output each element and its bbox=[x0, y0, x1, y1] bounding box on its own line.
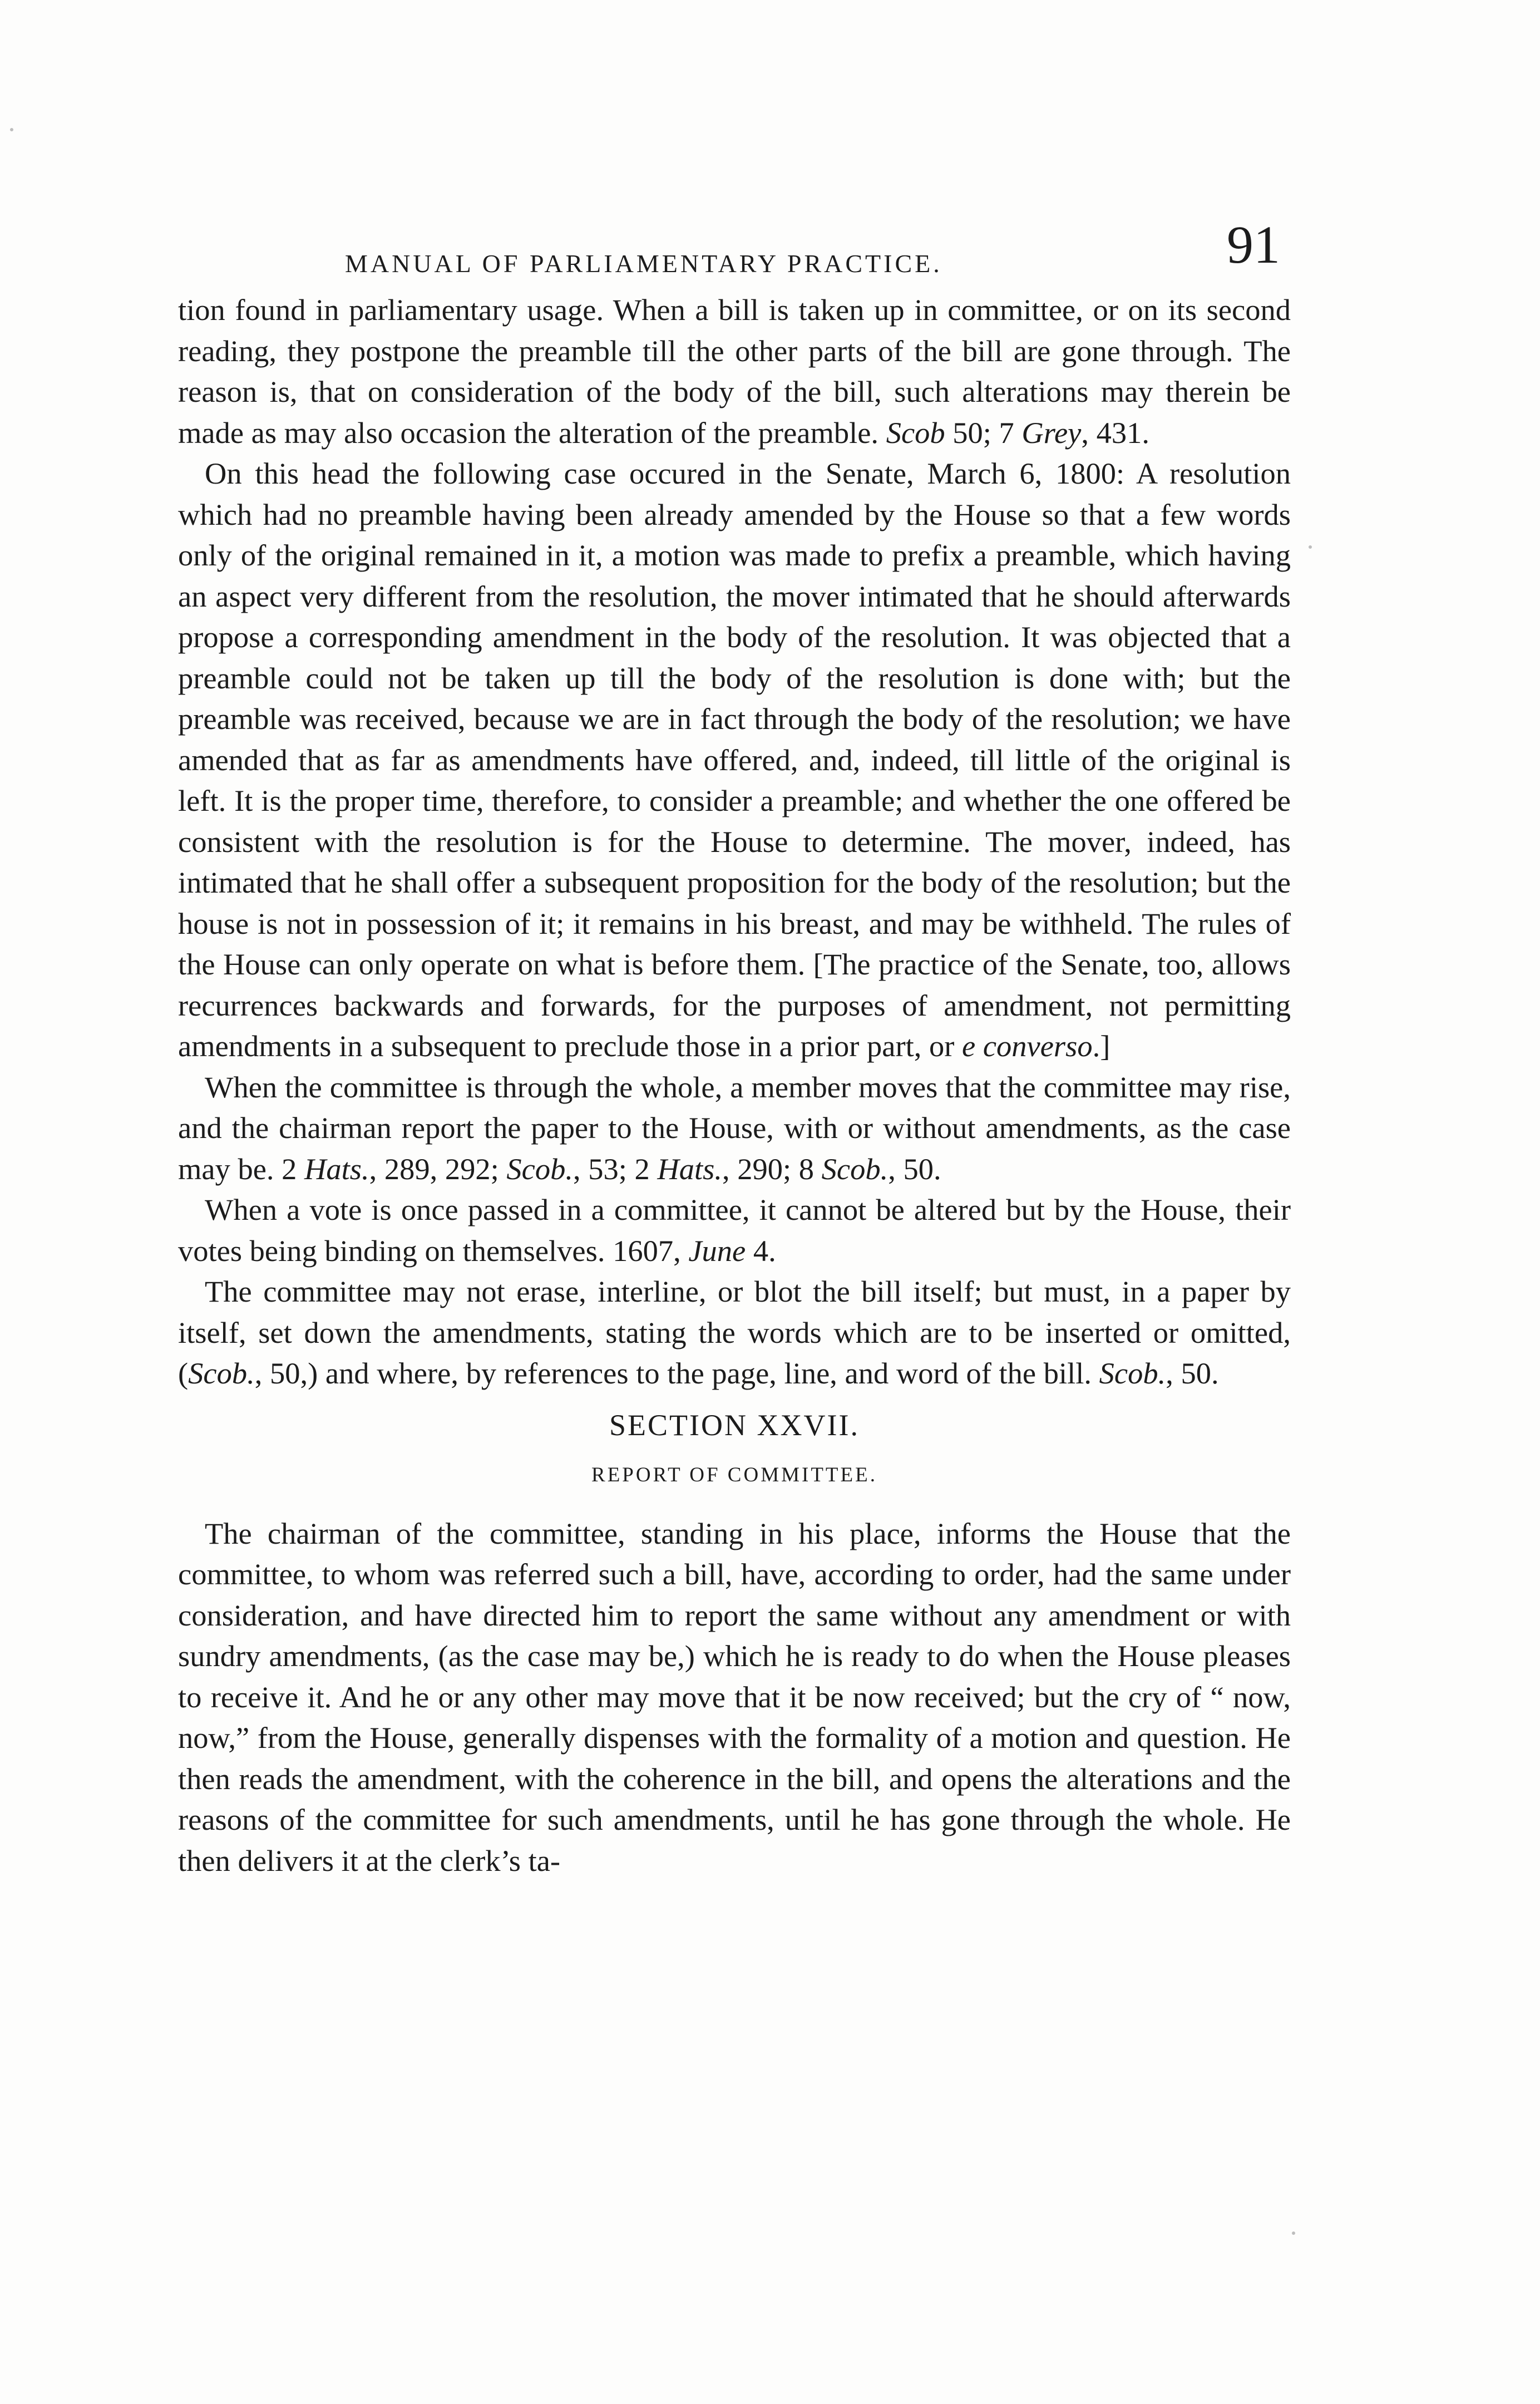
speck bbox=[1309, 545, 1312, 549]
paragraph-text: , 290; 8 bbox=[722, 1151, 822, 1186]
section-subheading: REPORT OF COMMITTEE. bbox=[591, 1463, 877, 1486]
paragraph bbox=[178, 1513, 1291, 1881]
speck bbox=[10, 128, 13, 131]
citation-text: Hats. bbox=[657, 1151, 722, 1186]
paragraph-text: When the committee is through the whole, a member moves that the committee may rise, and the chairman report the paper to the House, with or without amendments, as the case may be. 2 bbox=[178, 1070, 1291, 1186]
citation-text: Hats. bbox=[304, 1151, 369, 1186]
paragraph-text: The chairman of the committee, standing in his place, informs the House that the committee, to whom was referred such a bill, have, according to order, had the same under consideration, and have directed him to report the same without any amendment or with sundry amendments, (as the case may be,) which he is ready to do when the House pleases to receive it. And he or any other may move that it be now received; but the cry of “ now, now,” from the House, generally dispenses with the formality of a motion and question. He then reads the amendment, with the coherence in the bill, and opens the alterations and the reasons of the committee for such amendments, until he has gone through the whole. He then delivers it at the clerk’s ta- bbox=[178, 1516, 1291, 1878]
citation-text: Grey bbox=[1021, 415, 1082, 450]
citation-text: June bbox=[688, 1233, 746, 1268]
paragraph bbox=[178, 1189, 1291, 1271]
section-heading: SECTION XXVII. bbox=[609, 1408, 860, 1442]
paragraph bbox=[178, 453, 1291, 1067]
paragraph-text: , 431. bbox=[1081, 415, 1149, 450]
citation-text: e converso bbox=[962, 1029, 1093, 1063]
page-number: 91 bbox=[1227, 215, 1280, 274]
paragraph bbox=[178, 289, 1291, 453]
paragraph-text: 50; 7 bbox=[945, 415, 1022, 450]
paragraph-text: .] bbox=[1092, 1029, 1110, 1063]
running-header-title: MANUAL OF PARLIAMENTARY PRACTICE. bbox=[345, 249, 942, 278]
paragraph-text: , 50,) and where, by references to the page, line, and word of the bill. bbox=[254, 1356, 1099, 1390]
paragraph-text: , 50. bbox=[888, 1151, 941, 1186]
paragraph-text: When a vote is once passed in a committee, it cannot be altered but by the House, their votes being binding on themselves. 1607, bbox=[178, 1193, 1291, 1268]
paragraph-text: On this head the following case occured in the Senate, March 6, 1800: A resolution which had no preamble having been already amended by the House so that a few words only of the original remained in it, a motion was made to prefix a preamble, which having an aspect very different from the resolution, the mover intimated that he should afterwards propose a corresponding amendment in the body of the resolution. It was objected that a preamble could not be taken up till the body of the resolution is done with; but the preamble was received, because we are in fact through the body of the resolution; we have amended that as far as amendments have offered, and, indeed, till little of the original is left. It is the proper time, therefore, to consider a preamble; and whether the one offered be consistent with the resolution is for the House to determine. The mover, indeed, has intimated that he shall offer a subsequent proposition for the body of the resolution; but the house is not in possession of it; it remains in his breast, and may be withheld. The rules of the House can only operate on what is before them. [The practice of the Senate, too, allows recurrences backwards and forwards, for the purposes of amendment, not permitting amendments in a subsequent to preclude those in a prior part, or bbox=[178, 456, 1291, 1063]
paragraph bbox=[178, 1271, 1291, 1394]
citation-text: Scob. bbox=[188, 1356, 255, 1390]
paragraph bbox=[178, 1067, 1291, 1190]
citation-text: Scob. bbox=[1099, 1356, 1166, 1390]
paragraph-text: 4. bbox=[746, 1233, 776, 1268]
running-header bbox=[345, 217, 1291, 278]
citation-text: Scob. bbox=[821, 1151, 889, 1186]
paragraph-group bbox=[178, 289, 1291, 1394]
citation-text: Scob. bbox=[506, 1151, 573, 1186]
paragraph-text: The committee may not erase, interline, or blot the bill itself; but must, in a paper by itself, set down the amendments, stating the words which are to be inserted or omitted, ( bbox=[178, 1274, 1291, 1390]
section-paragraph-group bbox=[178, 1513, 1291, 1881]
paragraph-text: , 289, 292; bbox=[369, 1151, 507, 1186]
paragraph-text: , 53; 2 bbox=[572, 1151, 658, 1186]
speck bbox=[1292, 2231, 1295, 2235]
paragraph-text: , 50. bbox=[1166, 1356, 1219, 1390]
citation-text: Scob bbox=[886, 415, 945, 450]
paragraph-text: tion found in parliamentary usage. When a bill is taken up in committee, or on its second reading, they postpone the preamble till the other parts of the bill are gone through. The reason is, that on consideration of the body of the bill, such alterations may therein be made as may also occasion the alteration of the preamble. bbox=[178, 293, 1291, 450]
body-text bbox=[178, 289, 1291, 1881]
